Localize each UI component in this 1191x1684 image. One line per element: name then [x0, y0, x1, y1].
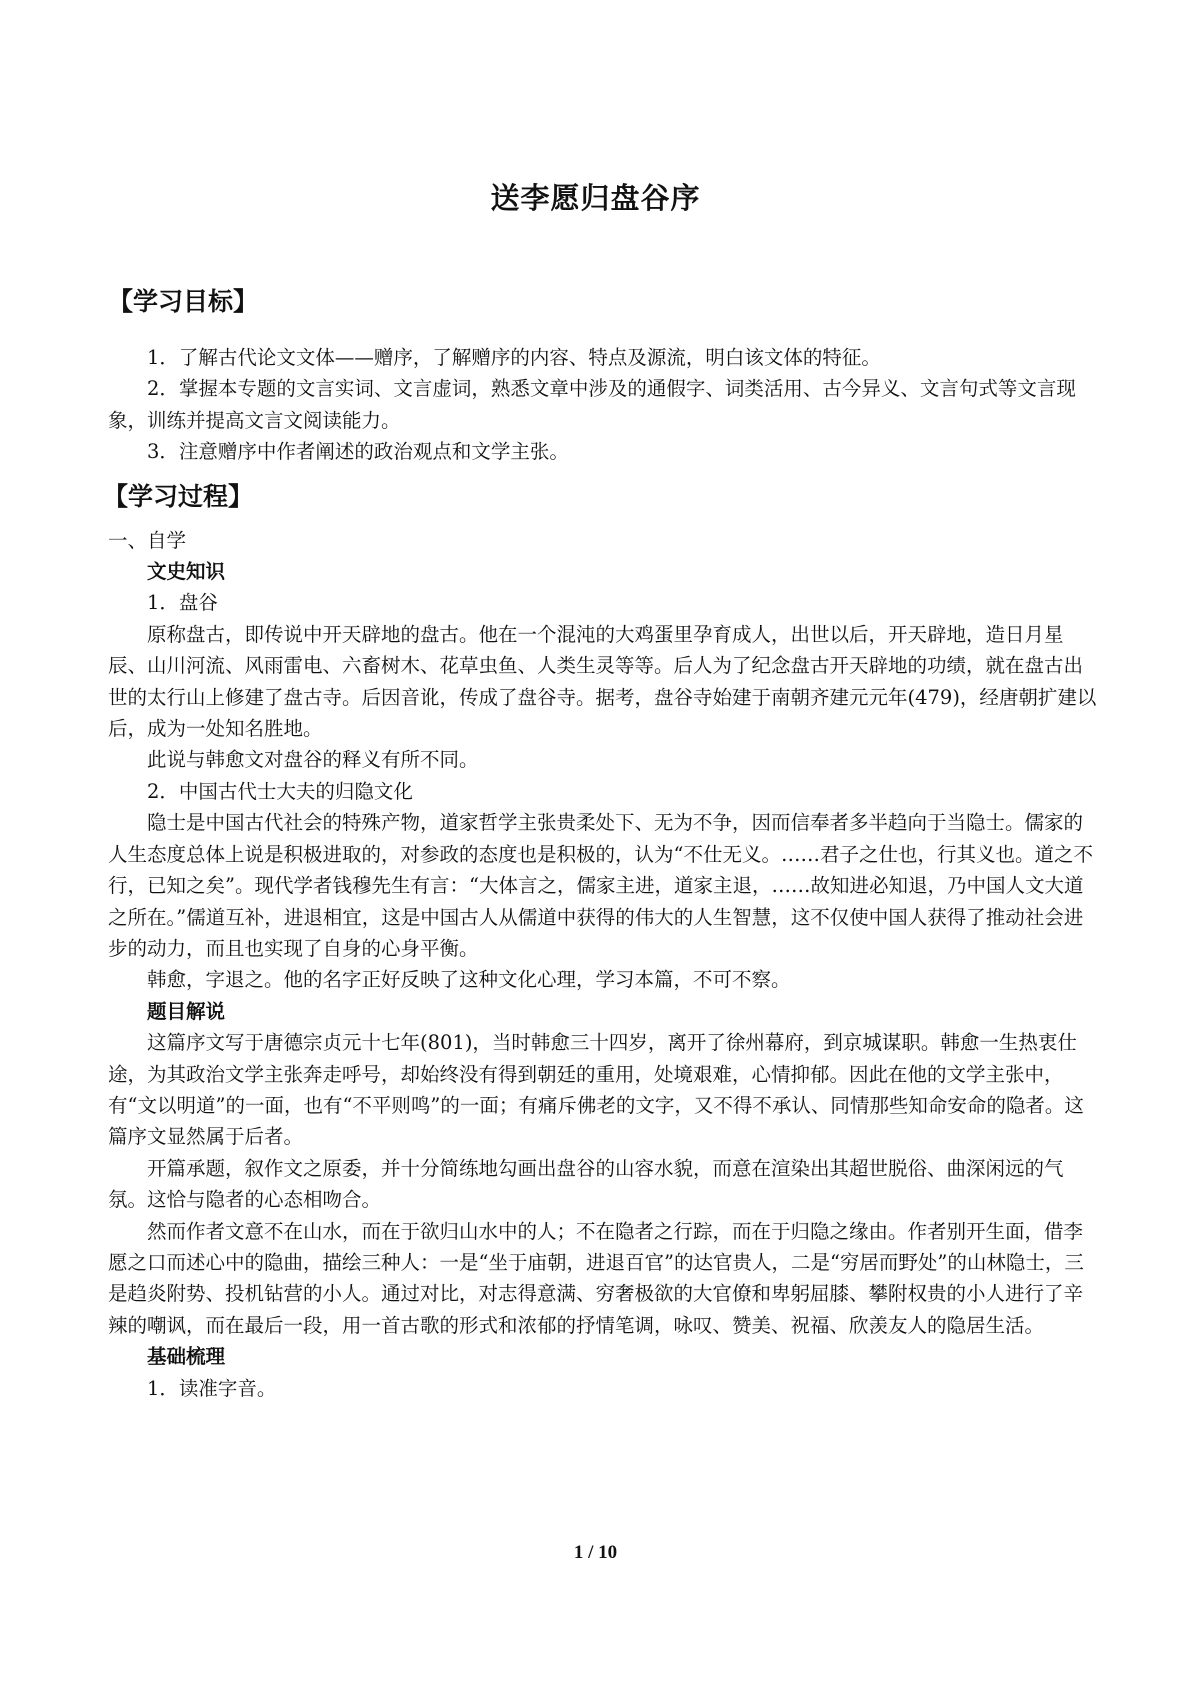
paragraph-opening: 开篇承题，叙作文之原委，并十分简练地勾画出盘谷的山容水貌，而意在渲染出其超世脱俗、曲深闲远的气氛。这恰与隐者的心态相吻合。	[108, 1156, 1064, 1212]
objective-item-2: 2．掌握本专题的文言实词、文言虚词，熟悉文章中涉及的通假字、词类活用、古今异义、文言句式等文言现象，训练并提高文言文阅读能力。	[108, 377, 1076, 432]
item-title-pangu: 1．盘谷	[147, 591, 218, 615]
paragraph-pangu: 原称盘古，即传说中开天辟地的盘古。他在一个混沌的大鸡蛋里孕育成人，出世以后，开天辟地，造日月星辰、山川河流、风雨雷电、六畜树木、花草虫鱼、人类生灵等等。后人为了纪念盘古开天辟地的功绩，就在盘古出世的太行山上修建了盘古寺。后因音讹，传成了盘谷寺。据考，盘谷寺始建于南朝齐建元元年(479)，经唐朝扩建以后，成为一处知名胜地。	[108, 622, 1097, 741]
objective-item-3: 3．注意赠序中作者阐述的政治观点和文学主张。	[147, 440, 569, 464]
objective-item-1: 1．了解古代论文文体——赠序，了解赠序的内容、特点及源流，明白该文体的特征。	[147, 346, 881, 369]
part-heading-self-study: 一、自学	[108, 528, 187, 552]
subheading-title-explanation: 题目解说	[147, 999, 226, 1023]
subheading-literary-history: 文史知识	[147, 560, 226, 584]
paragraph-background: 这篇序文写于唐德宗贞元十七年(801)，当时韩愈三十四岁，离开了徐州幕府，到京城谋职。韩愈一生热衷仕途，为其政治文学主张奔走呼号，却始终没有得到朝廷的重用，处境艰难，心情抑郁。因此在他的文学主张中，有“文以明道”的一面，也有“不平则鸣”的一面；有痛斥佛老的文字，又不得不承认、同情那些知命安命的隐者。这篇序文显然属于后者。	[108, 1031, 1084, 1149]
subheading-basics: 基础梳理	[147, 1345, 226, 1369]
body-content	[103, 342, 1100, 1404]
item-title-pronunciation: 1．读准字音。	[147, 1376, 277, 1400]
paragraph-hermit: 隐士是中国古代社会的特殊产物，道家哲学主张贵柔处下、无为不争，因而信奉者多半趋向于当隐士。儒家的人生态度总体上说是积极进取的，对参政的态度也是积极的，认为“不仕无义。……君子之仕也，行其义也。道之不行，已知之矣”。现代学者钱穆先生有言：“大体言之，儒家主进，道家主退，……故知进必知退，乃中国人文大道之所在。”儒道互补，进退相宜，这是中国古人从儒道中获得的伟大的人生智慧，这不仅使中国人获得了推动社会进步的动力，而且也实现了自身的心身平衡。	[108, 811, 1093, 960]
paragraph-han-yu-name: 韩愈，字退之。他的名字正好反映了这种文化心理，学习本篇，不可不察。	[147, 968, 791, 992]
paragraph-intent: 然而作者文意不在山水，而在于欲归山水中的人；不在隐者之行踪，而在于归隐之缘由。作者别开生面，借李愿之口而述心中的隐曲，描绘三种人：一是“坐于庙朝，进退百官”的达官贵人，二是“穷居而野处”的山林隐士，三是趋炎附势、投机钻营的小人。通过对比，对志得意满、穷奢极欲的大官僚和卑躬屈膝、攀附权贵的小人进行了辛辣的嘲讽，而在最后一段，用一首古歌的形式和浓郁的抒情笔调，咏叹、赞美、祝福、欣羡友人的隐居生活。	[108, 1219, 1084, 1337]
section-heading-process: 【学习过程】	[103, 481, 254, 511]
section-heading-objectives: 【学习目标】	[108, 287, 259, 316]
paragraph-difference: 此说与韩愈文对盘谷的释义有所不同。	[147, 748, 479, 772]
item-title-hermit-culture: 2．中国古代士大夫的归隐文化	[147, 779, 413, 803]
page-title: 送李愿归盘谷序	[490, 181, 701, 215]
page-number: 1 / 10	[573, 1542, 618, 1563]
